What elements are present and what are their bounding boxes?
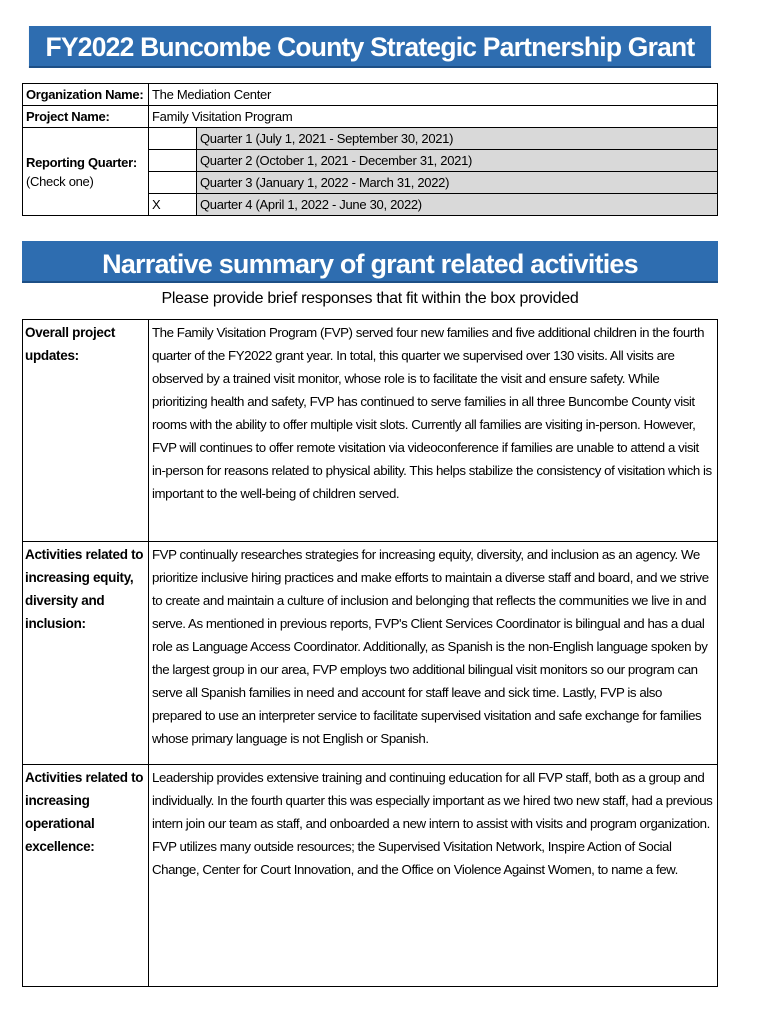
- narrative-subtitle: Please provide brief responses that fit within the box provided: [161, 290, 579, 307]
- reporting-quarter-cell: [23, 128, 149, 216]
- overall-updates-text[interactable]: The Family Visitation Program (FVP) served four new families and five additional children in the fourth quarter of the FY2022 grant year. In total, this quarter we supervised over 130 visits. All visits are observed by a trained visit monitor, whose role is to facilitate the visit and ensure safety. While prioritizing health and safety, FVP has continued to serve families in all three Buncombe County visit rooms with the ability to offer multiple visit slots. Currently all families are visiting in-person. However, FVP will continues to offer remote visitation via videoconference if families are unable to attend a visit in-person for reasons related to physical ability. This helps stabilize the consistency of visitation which is important to the well-being of children served.: [152, 325, 712, 501]
- project-value: Family Visitation Program: [149, 106, 718, 128]
- narrative-title: Narrative summary of grant related activities: [22, 241, 718, 283]
- overall-updates-label: Overall project updates:: [23, 320, 149, 541]
- report-title: FY2022 Buncombe County Strategic Partnership Grant Report: [29, 26, 711, 68]
- quarter-4-label: Quarter 4 (April 1, 2022 - June 30, 2022): [197, 194, 718, 216]
- quarter-hint: (Check one): [26, 173, 94, 189]
- quarter-row-1: [23, 128, 718, 150]
- quarter-4-checkbox[interactable]: X: [149, 194, 197, 216]
- operational-section: [22, 764, 718, 987]
- overall-updates-section: [22, 319, 718, 542]
- info-table: [22, 83, 718, 216]
- quarter-3-label: Quarter 3 (January 1, 2022 - March 31, 2022): [197, 172, 718, 194]
- project-row: [23, 106, 718, 128]
- org-value: The Mediation Center: [149, 84, 718, 106]
- quarter-label: Reporting Quarter:: [26, 154, 137, 170]
- operational-text[interactable]: Leadership provides extensive training and continuing education for all FVP staff, both as a group and individually. In the fourth quarter this was especially important as we hired two new staff, had a previous intern join our team as staff, and onboarded a new intern to assist with visits and program organization. FVP utilizes many outside resources; the Supervised Visitation Network, Inspire Action of Social Change, Center for Court Innovation, and the Office on Violence Against Women, to name a few.: [152, 770, 713, 877]
- org-row: [23, 84, 718, 106]
- org-label: Organization Name:: [23, 84, 149, 106]
- quarter-2-checkbox[interactable]: [149, 150, 197, 172]
- equity-label: Activities related to increasing equity, diversity and inclusion:: [23, 542, 149, 764]
- quarter-2-label: Quarter 2 (October 1, 2021 - December 31, 2021): [197, 150, 718, 172]
- project-label: Project Name:: [23, 106, 149, 128]
- operational-label: Activities related to increasing operational excellence:: [23, 765, 149, 986]
- quarter-3-checkbox[interactable]: [149, 172, 197, 194]
- equity-section: [22, 541, 718, 765]
- equity-text[interactable]: FVP continually researches strategies for increasing equity, diversity, and inclusion as an agency. We prioritize inclusive hiring practices and make efforts to maintain a diverse staff and board, and we strive to create and maintain a culture of inclusion and belonging that reflects the communities we live in and serve. As mentioned in previous reports, FVP's Client Services Coordinator is bilingual and has a dual role as Language Access Coordinator. Additionally, as Spanish is the non-English language spoken by the largest group in our area, FVP employs two additional bilingual visit monitors so our program can serve all Spanish families in need and account for staff leave and sick time. Lastly, FVP is also prepared to use an interpreter service to facilitate supervised visitation and safe exchange for families whose primary language is not English or Spanish.: [152, 547, 709, 746]
- quarter-1-checkbox[interactable]: [149, 128, 197, 150]
- quarter-1-label: Quarter 1 (July 1, 2021 - September 30, 2021): [197, 128, 718, 150]
